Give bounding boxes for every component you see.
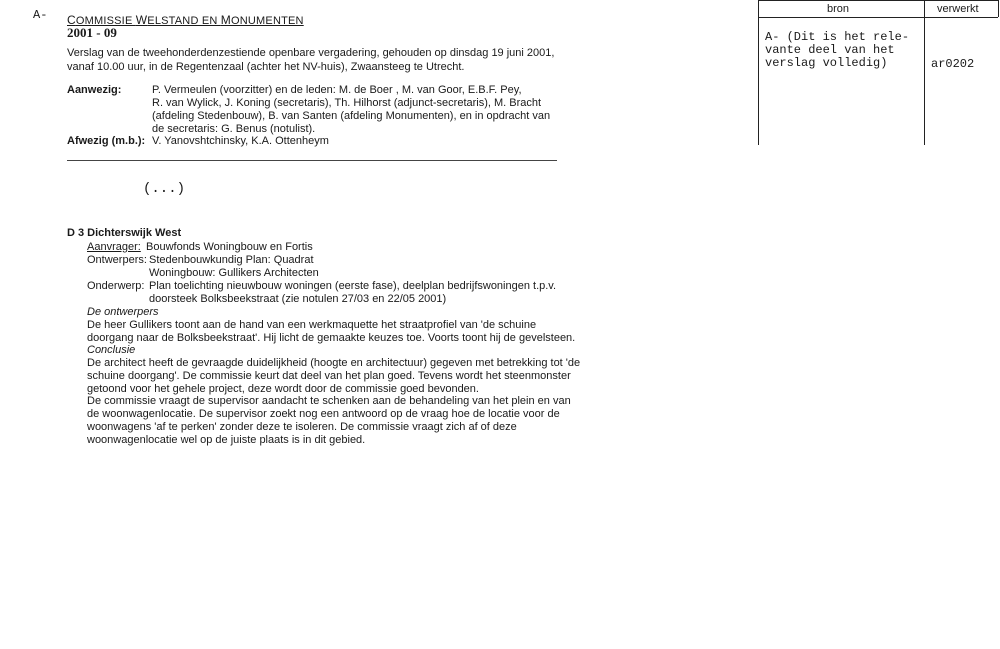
conclusion-text-line: schuine doorgang'. De commissie keurt dat deel van het plan goed. Tevens wordt het steenmonster [87, 370, 571, 382]
table-column-divider [924, 0, 925, 145]
item-heading: D 3 Dichterswijk West [67, 227, 182, 239]
conclusion-text-line: woonwagens 'af te perken' zonder deze te isoleren. De commissie vraagt zich af of deze [87, 421, 517, 433]
conclusion-text-line: De architect heeft de gevraagde duidelijkheid (hoogte en architectuur) gegeven met betrekking tot 'de [87, 357, 581, 369]
table-header-divider [758, 17, 998, 18]
present-line: R. van Wylick, J. Koning (secretaris), Th. Hilhorst (adjunct-secretaris), M. Bracht [152, 97, 542, 109]
designers-text-line: De heer Gullikers toont aan de hand van een werkmaquette het straatprofiel van 'de schuine [87, 319, 537, 331]
conclusion-section-heading: Conclusie [87, 344, 136, 356]
table-top-border [758, 0, 998, 1]
subject-label: Onderwerp: [87, 280, 145, 292]
designers-line: Stedenbouwkundig Plan: Quadrat [149, 254, 314, 266]
applicant-label: Aanvrager: [87, 241, 141, 253]
designers-line: Woningbouw: Gullikers Architecten [149, 267, 319, 279]
conclusion-text-line: de woonwagenlocatie. De supervisor zoekt nog een antwoord op de vraag hoe de locatie voor de [87, 408, 560, 420]
document-year: 2001 - 09 [67, 25, 117, 40]
present-line: P. Vermeulen (voorzitter) en de leden: M. de Boer , M. van Goor, E.B.F. Pey, [152, 84, 522, 96]
conclusion-text-line: De commissie vraagt de supervisor aandacht te schenken aan de behandeling van het plein en van [87, 395, 571, 407]
subject-line: Plan toelichting nieuwbouw woningen (eerste fase), deelplan bedrijfswoningen t.p.v. [149, 280, 557, 292]
designers-text-line: doorgang naar de Bolksbeekstraat'. Hij licht de gemaakte keuzes toe. Voorts toont hij de gevelsteen. [87, 332, 576, 344]
omission-ellipsis: (...) [143, 181, 186, 197]
table-left-border [758, 0, 759, 145]
present-label: Aanwezig: [67, 84, 122, 96]
column-header-bron: bron [827, 3, 850, 15]
corner-mark: A- [33, 8, 48, 22]
present-line: (afdeling Stedenbouw), B. van Santen (afdeling Monumenten), en in opdracht van [152, 110, 551, 122]
absent-label: Afwezig (m.b.): [67, 135, 146, 147]
intro-line-1: Verslag van de tweehonderdenzestiende openbare vergadering, gehouden op dinsdag 19 juni 2001, [67, 47, 555, 59]
subject-line: doorsteek Bolksbeekstraat (zie notulen 27/03 en 22/05 2001) [149, 293, 447, 305]
column-header-verwerkt: verwerkt [937, 3, 979, 15]
present-line: de secretaris: G. Benus (notulist). [152, 123, 316, 135]
verwerkt-cell-value: ar0202 [931, 57, 975, 71]
designers-label: Ontwerpers: [87, 254, 147, 266]
applicant-value: Bouwfonds Woningbouw en Fortis [146, 241, 313, 253]
bron-cell-line: vante deel van het [765, 43, 895, 57]
designers-section-heading: De ontwerpers [87, 306, 159, 318]
absent-value: V. Yanovshtchinsky, K.A. Ottenheym [152, 135, 329, 147]
bron-cell-line: A- (Dit is het rele- [765, 30, 910, 44]
bron-cell-line: verslag volledig) [765, 56, 888, 70]
table-right-border [998, 0, 999, 17]
document-title: COMMISSIE WELSTAND EN MONUMENTEN [67, 13, 304, 27]
section-divider [67, 160, 557, 161]
conclusion-text-line: getoond voor het gehele project, deze wordt door de commissie goed bevonden. [87, 383, 479, 395]
conclusion-text-line: woonwagenlocatie wel op de juiste plaats is in dit gebied. [87, 434, 366, 446]
intro-line-2: vanaf 10.00 uur, in de Regentenzaal (achter het NV-huis), Zwaansteeg te Utrecht. [67, 61, 465, 73]
